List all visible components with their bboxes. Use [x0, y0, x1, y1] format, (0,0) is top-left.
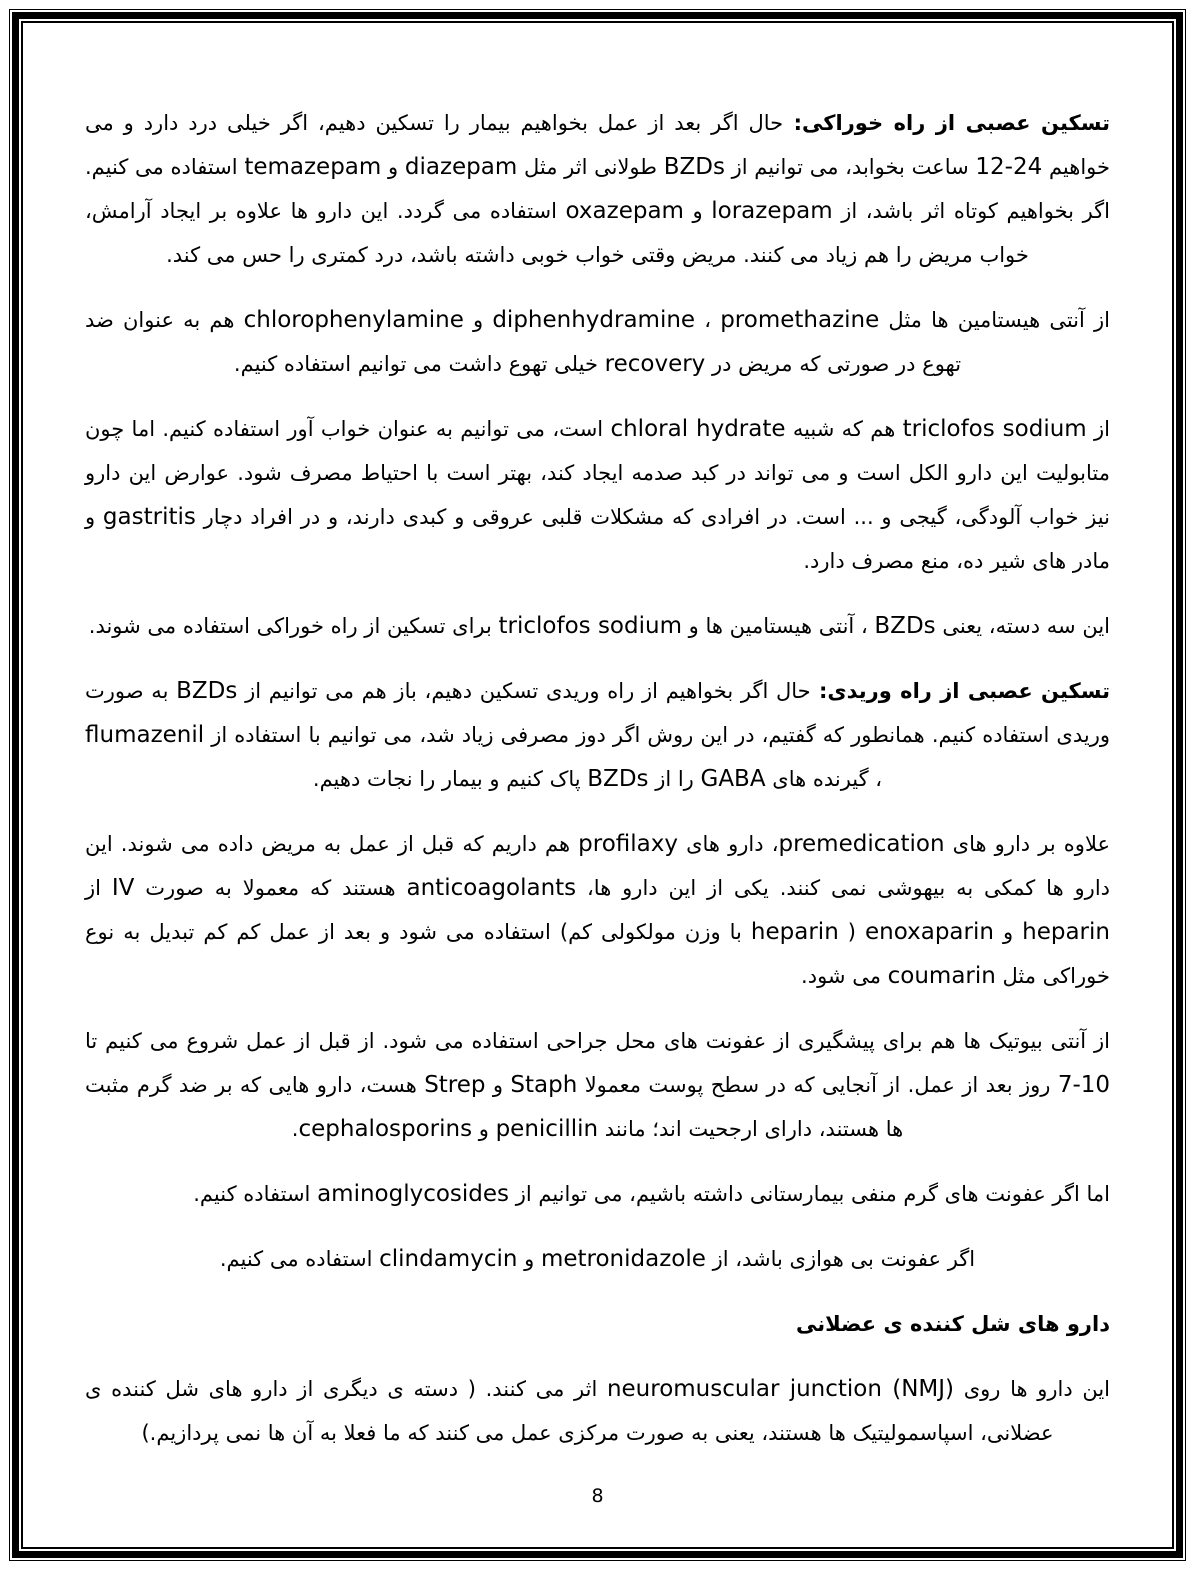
para-nmj-text: این دارو ها روی neuromuscular junction (NMJ) اثر می کنند. ( دسته ی دیگری از دارو های شل کننده ی عضلانی، اسپاسمولیتیک ها هستند، یعنی به صورت مرکزی عمل می کنند که ما فعلا به آن ها نمی پردازیم.) — [85, 1376, 1110, 1445]
latin-term: gastritis — [102, 504, 196, 530]
para-oral-sedation-text: حال اگر بعد از عمل بخواهیم بیمار را تسکین دهیم، اگر خیلی درد دارد و می خواهیم 12-24 ساعت بخوابد، می توانیم از BZDs طولانی اثر مثل diazepam و temazepam استفاده می کنیم. اگر بخواهیم کوتاه اثر باشد، از lorazepam و oxazepam استفاده می گردد. این دارو ها علاوه بر ایجاد آرامش، خواب مریض را هم زیاد می کنند. مریض وقتی خواب خوبی داشته باشد، درد کمتری را حس می کند. — [85, 111, 1110, 267]
para-iv-sedation-text: حال اگر بخواهیم از راه وریدی تسکین دهیم، باز هم می توانیم از BZDs به صورت وریدی استفاده کنیم. همانطور که گفتیم، در این روش اگر دوز مصرفی زیاد شد، می توانیم با استفاده از flumazenil ، گیرنده های GABA را از BZDs پاک کنیم و بیمار را نجات دهیم. — [85, 678, 1110, 792]
latin-term: flumazenil — [85, 722, 205, 748]
latin-term: enoxaparin — [865, 919, 994, 945]
latin-term: chlorophenylamine — [243, 307, 464, 333]
para-oral-summary-text: این سه دسته، یعنی BZDs ، آنتی هیستامین ها و triclofos sodium برای تسکین از راه خوراکی استفاده می شوند. — [88, 613, 1110, 639]
latin-term: GABA — [700, 766, 766, 792]
para-anaerobic — [85, 1237, 1110, 1281]
page-content — [23, 23, 1172, 1547]
para-iv-sedation-lead: تسکین عصبی از راه وریدی: — [810, 679, 1110, 703]
latin-term: temazepam — [244, 154, 382, 180]
latin-term: promethazine — [720, 307, 880, 333]
para-antibiotics-text: از آنتی بیوتیک ها هم برای پیشگیری از عفونت های محل جراحی استفاده می شود. از قبل از عمل شروع می کنیم تا 7-10 روز بعد از عمل. از آنجایی که در سطح پوست معمولا Staph و Strep هست، دارو هایی که بر ضد گرم مثبت ها هستند، دارای ارجحیت اند؛ مانند penicillin و cephalosporins. — [85, 1029, 1111, 1142]
latin-term: triclofos sodium — [498, 613, 682, 639]
latin-term: clindamycin — [379, 1246, 518, 1272]
heading-muscle-relaxants — [85, 1302, 1110, 1346]
latin-term: diazepam — [404, 154, 518, 180]
latin-term: IV — [111, 875, 135, 901]
latin-term: aminoglycosides — [317, 1181, 510, 1207]
para-antihistamines — [85, 298, 1110, 386]
latin-term: BZDs — [587, 766, 649, 792]
latin-term: recovery — [604, 351, 706, 377]
latin-term: coumarin — [887, 963, 996, 989]
latin-term: BZDs — [176, 678, 238, 704]
latin-term: Staph — [510, 1072, 578, 1098]
latin-term: diphenhydramine — [492, 307, 696, 333]
latin-term: metronidazole — [540, 1246, 706, 1272]
para-triclofos-sodium — [85, 407, 1110, 583]
para-iv-sedation — [85, 669, 1110, 801]
latin-term: heparin — [750, 919, 839, 945]
para-gram-negative-text: اما اگر عفونت های گرم منفی بیمارستانی داشته باشیم، می توانیم از aminoglycosides استفاده کنیم. — [193, 1181, 1110, 1207]
latin-term: premedication — [778, 831, 945, 857]
latin-term: 12-24 — [975, 154, 1043, 180]
para-anaerobic-text: اگر عفونت بی هوازی باشد، از metronidazole و clindamycin استفاده می کنیم. — [219, 1246, 976, 1272]
para-oral-sedation-lead: تسکین عصبی از راه خوراکی: — [783, 111, 1110, 135]
para-oral-sedation — [85, 101, 1110, 277]
latin-term: neuromuscular junction (NMJ) — [606, 1376, 955, 1402]
para-antihistamines-text: از آنتی هیستامین ها مثل promethazine ، diphenhydramine و chlorophenylamine هم به عنوان ضد تهوع در صورتی که مریض در recovery خیلی تهوع داشت می توانیم استفاده کنیم. — [85, 307, 1110, 377]
latin-term: anticoagolants — [406, 875, 577, 901]
latin-term: 7-10 — [1057, 1072, 1111, 1098]
latin-term: BZDs — [874, 613, 936, 639]
latin-term: cephalosporins — [298, 1116, 473, 1142]
para-gram-negative — [85, 1172, 1110, 1216]
latin-term: oxazepam — [565, 198, 684, 224]
para-triclofos-sodium-text: از triclofos sodium هم که شبیه chloral hydrate است، می توانیم به عنوان خواب آور استفاده کنیم. اما چون متابولیت این دارو الکل است و می تواند در کبد صدمه ایجاد کند، بهتر است با احتیاط مصرف شود. عوارض این دارو نیز خواب آلودگی، گیجی و ... است. در افرادی که مشکلات قلبی عروقی و کبدی دارند، و در افراد دچار gastritis و مادر های شیر ده، منع مصرف دارد. — [85, 416, 1110, 573]
heading-muscle-relaxants-text: دارو های شل کننده ی عضلانی — [795, 1312, 1110, 1336]
latin-term: lorazepam — [711, 198, 833, 224]
latin-term: heparin — [1022, 919, 1110, 945]
latin-term: Strep — [424, 1072, 486, 1098]
latin-term: BZDs — [663, 154, 725, 180]
latin-term: penicillin — [495, 1116, 599, 1142]
para-oral-summary — [85, 604, 1110, 648]
page-number: 8 — [591, 1485, 604, 1507]
para-nmj — [85, 1367, 1110, 1455]
para-prophylaxy-anticoagulants — [85, 822, 1110, 998]
para-prophylaxy-anticoagulants-text: علاوه بر دارو های premedication، دارو های profilaxy هم داریم که قبل از عمل به مریض داده می شوند. این دارو ها کمکی به بیهوشی نمی کنند. یکی از این دارو ها، anticoagolants هستند که معمولا به صورت IV از heparin و enoxaparin ‏( heparin با وزن مولکولی کم) استفاده می شود و بعد از عمل کم کم تبدیل به نوع خوراکی مثل coumarin می شود. — [85, 831, 1111, 989]
para-antibiotics — [85, 1019, 1110, 1151]
latin-term: chloral hydrate — [610, 416, 786, 442]
latin-term: profilaxy — [578, 831, 678, 857]
latin-term: triclofos sodium — [902, 416, 1087, 442]
